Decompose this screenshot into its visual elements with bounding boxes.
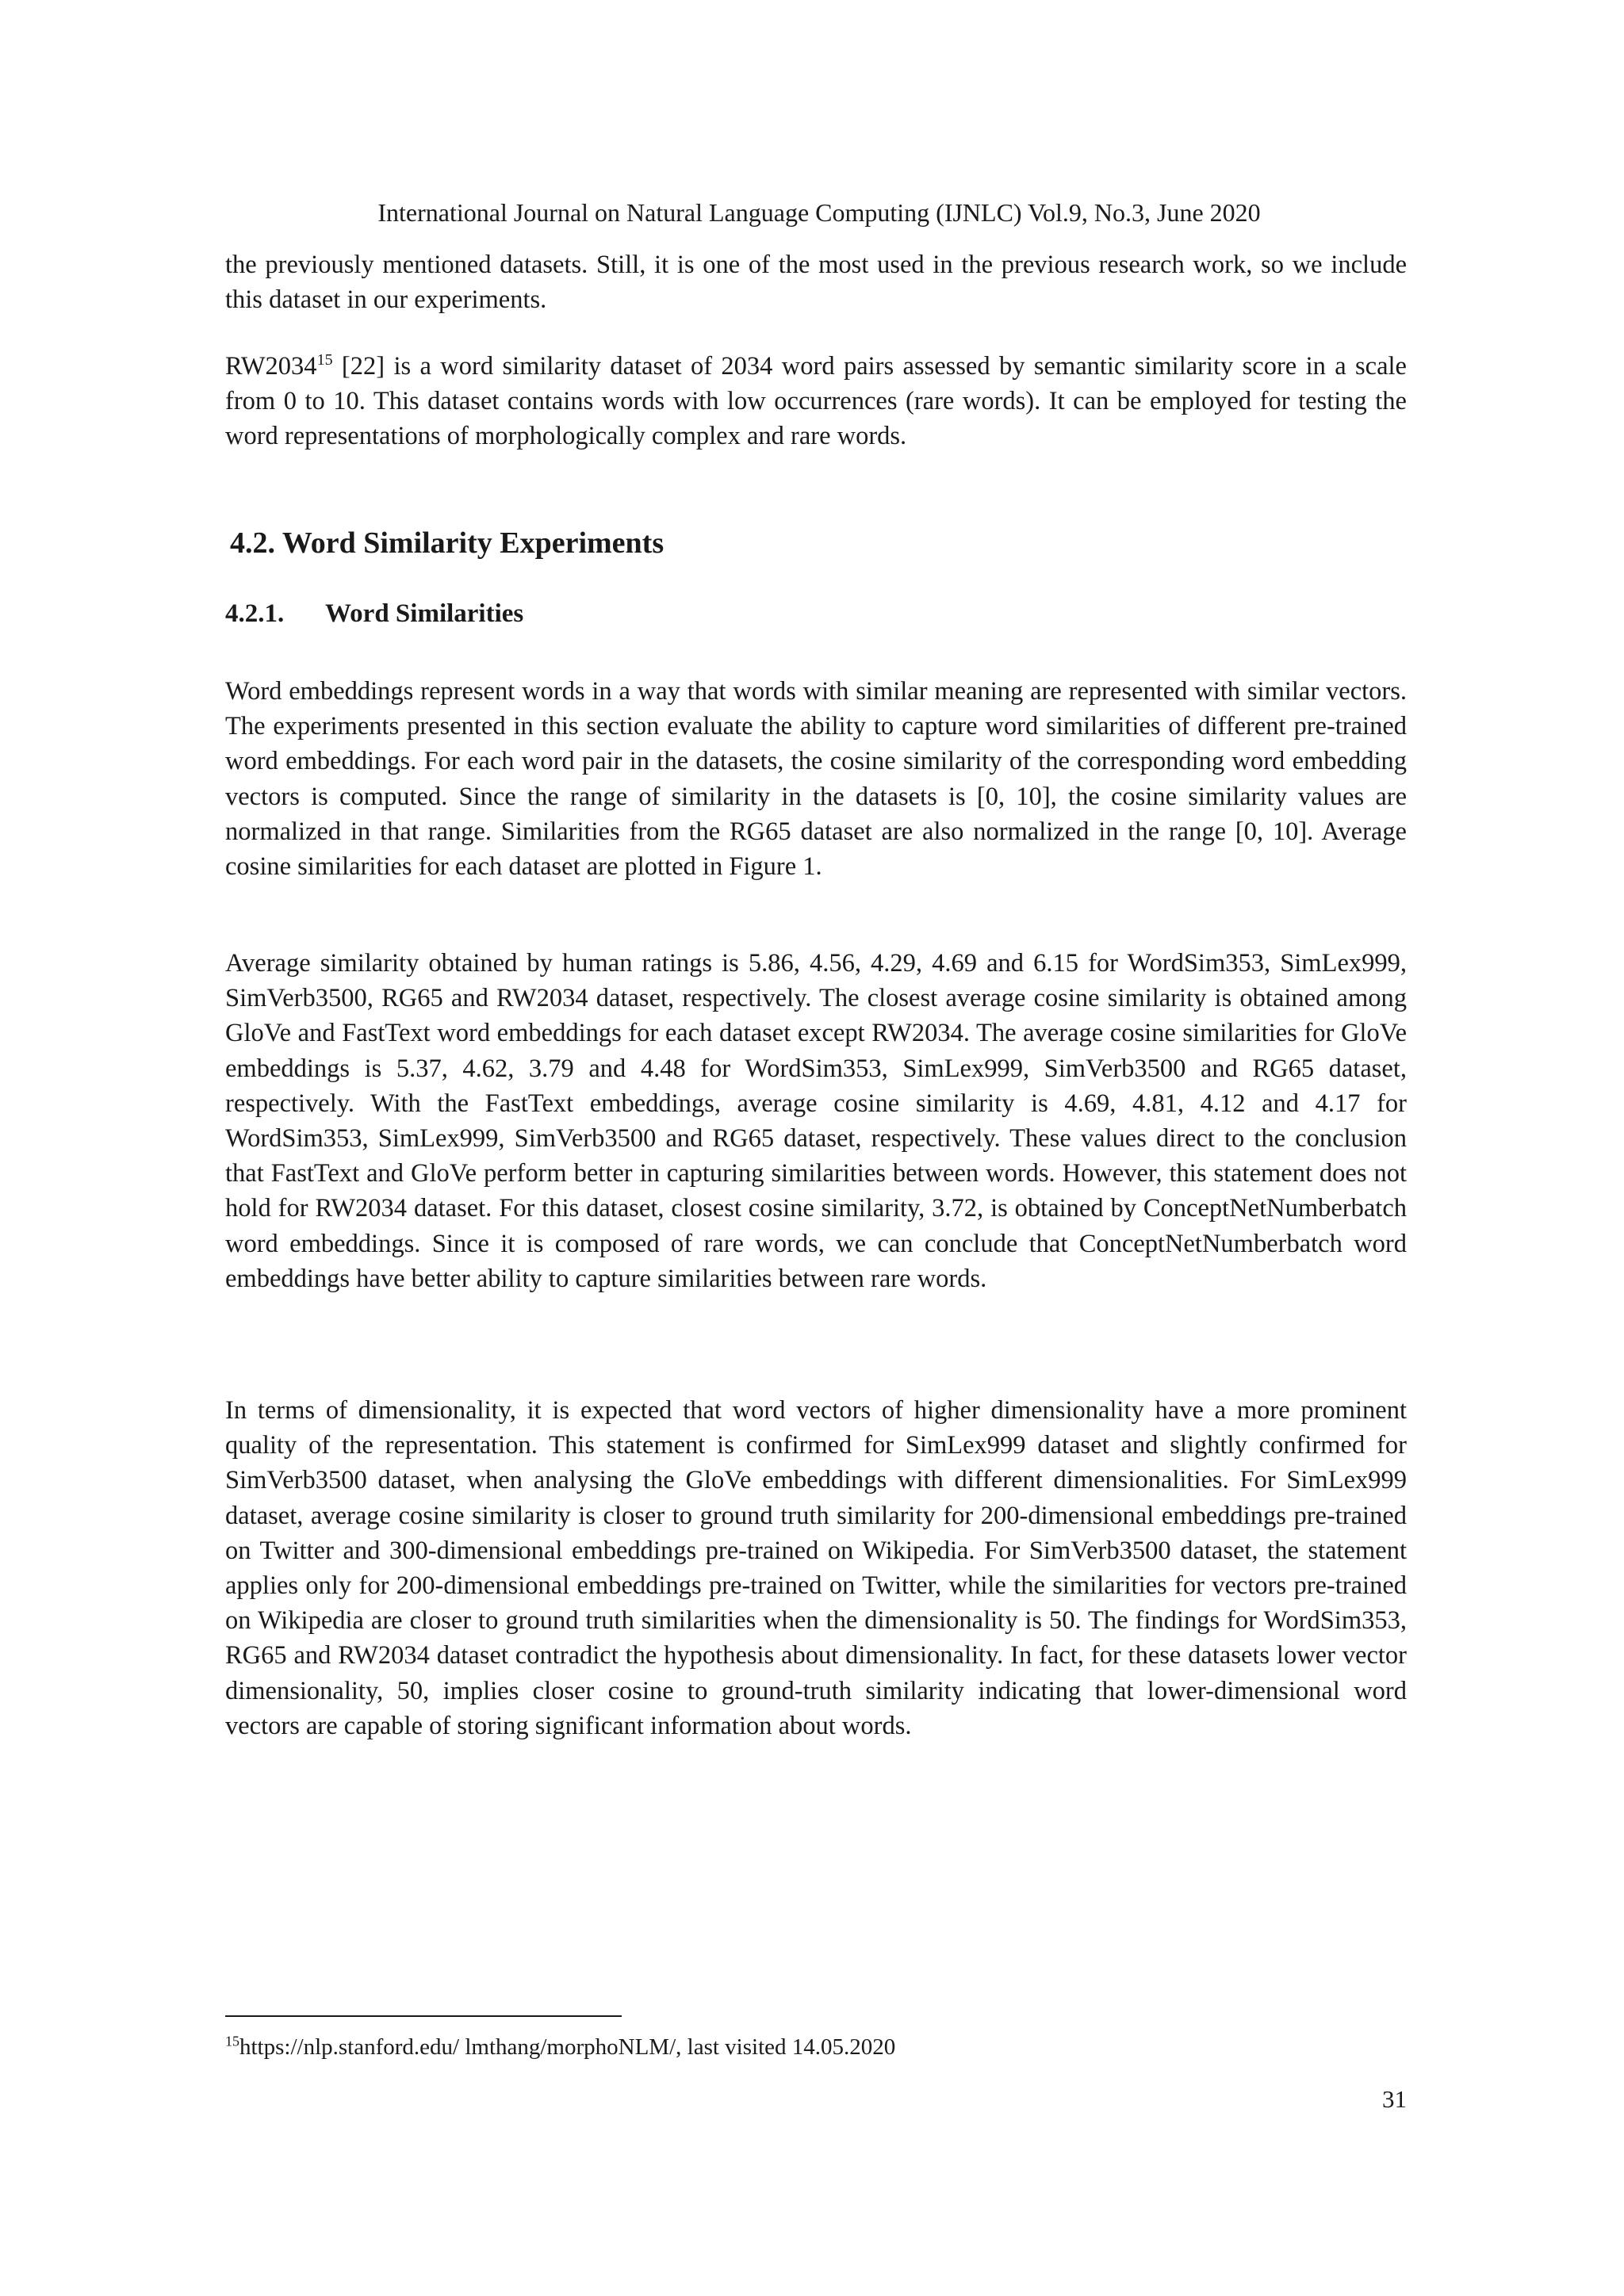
paragraph-rw2034 xyxy=(225,349,1407,454)
paragraph-average-similarity: Average similarity obtained by human ratings is 5.86, 4.56, 4.29, 4.69 and 6.15 for WordSim353, SimLex999, SimVerb3500, RG65 and RW2034 dataset, respectively. The closest average cosine similarity is obtained among GloVe and FastText word embeddings for each dataset except RW2034. The average cosine similarities for GloVe embeddings is 5.37, 4.62, 3.79 and 4.48 for WordSim353, SimLex999, SimVerb3500 and RG65 dataset, respectively. With the FastText embeddings, average cosine similarity is 4.69, 4.81, 4.12 and 4.17 for WordSim353, SimLex999, SimVerb3500 and RG65 dataset, respectively. These values direct to the conclusion that FastText and GloVe perform better in capturing similarities between words. However, this statement does not hold for RW2034 dataset. For this dataset, closest cosine similarity, 3.72, is obtained by ConceptNetNumberbatch word embeddings. Since it is composed of rare words, we can conclude that ConceptNetNumberbatch word embeddings have better ability to capture similarities between rare words. xyxy=(225,949,1407,1293)
paragraph-word-embeddings: Word embeddings represent words in a way that words with similar meaning are represented with similar vectors. The experiments presented in this section evaluate the ability to capture word similarities of different pre-trained word embeddings. For each word pair in the datasets, the cosine similarity of the corresponding word embedding vectors is computed. Since the range of similarity in the datasets is [0, 10], the cosine similarity values are normalized in that range. Similarities from the RG65 dataset are also normalized in the range [0, 10]. Average cosine similarities for each dataset are plotted in Figure 1. xyxy=(225,677,1407,882)
subsection-number: 4.2.1. xyxy=(225,599,285,628)
running-header: International Journal on Natural Language Computing (IJNLC) Vol.9, No.3, June 2020 xyxy=(377,198,1261,227)
footnote-link[interactable]: https://nlp.stanford.edu/ lmthang/morphoNLM/, last visited 14.05.2020 xyxy=(239,2034,896,2060)
page-number: 31 xyxy=(1382,2085,1407,2113)
footnote-divider xyxy=(225,2015,622,2017)
paragraph-dimensionality: In terms of dimensionality, it is expected that word vectors of higher dimensionality have a more prominent quality of the representation. This statement is confirmed for SimLex999 dataset and slightly confirmed for SimVerb3500 dataset, when analysing the GloVe embeddings with different dimensionalities. For SimLex999 dataset, average cosine similarity is closer to ground truth similarity for 200-dimensional embeddings pre-trained on Twitter and 300-dimensional embeddings pre-trained on Wikipedia. For SimVerb3500 dataset, the statement applies only for 200-dimensional embeddings pre-trained on Twitter, while the similarities for vectors pre-trained on Wikipedia are closer to ground truth similarities when the dimensionality is 50. The findings for WordSim353, RG65 and RW2034 dataset contradict the hypothesis about dimensionality. In fact, for these datasets lower vector dimensionality, 50, implies closer cosine to ground-truth similarity indicating that lower-dimensional word vectors are capable of storing significant information about words. xyxy=(225,1396,1407,1740)
footnote-marker: 15 xyxy=(225,2033,239,2049)
paragraph-rw2034-text: [22] is a word similarity dataset of 2034 word pairs assessed by semantic similarity score in a scale from 0 to 10. This dataset contains words with low occurrences (rare words). It can be employed for testing the word representations of morphologically complex and rare words. xyxy=(225,352,1407,451)
subsection-heading xyxy=(225,596,523,631)
paragraph-datasets-continuation: the previously mentioned datasets. Still, it is one of the most used in the previous research work, so we include this dataset in our experiments. xyxy=(225,251,1407,315)
dataset-name: RW2034 xyxy=(225,352,317,381)
footnote-reference[interactable]: 15 xyxy=(316,351,333,369)
footnote xyxy=(225,2031,895,2063)
subsection-title: Word Similarities xyxy=(325,599,524,628)
section-heading: 4.2. Word Similarity Experiments xyxy=(230,526,665,560)
